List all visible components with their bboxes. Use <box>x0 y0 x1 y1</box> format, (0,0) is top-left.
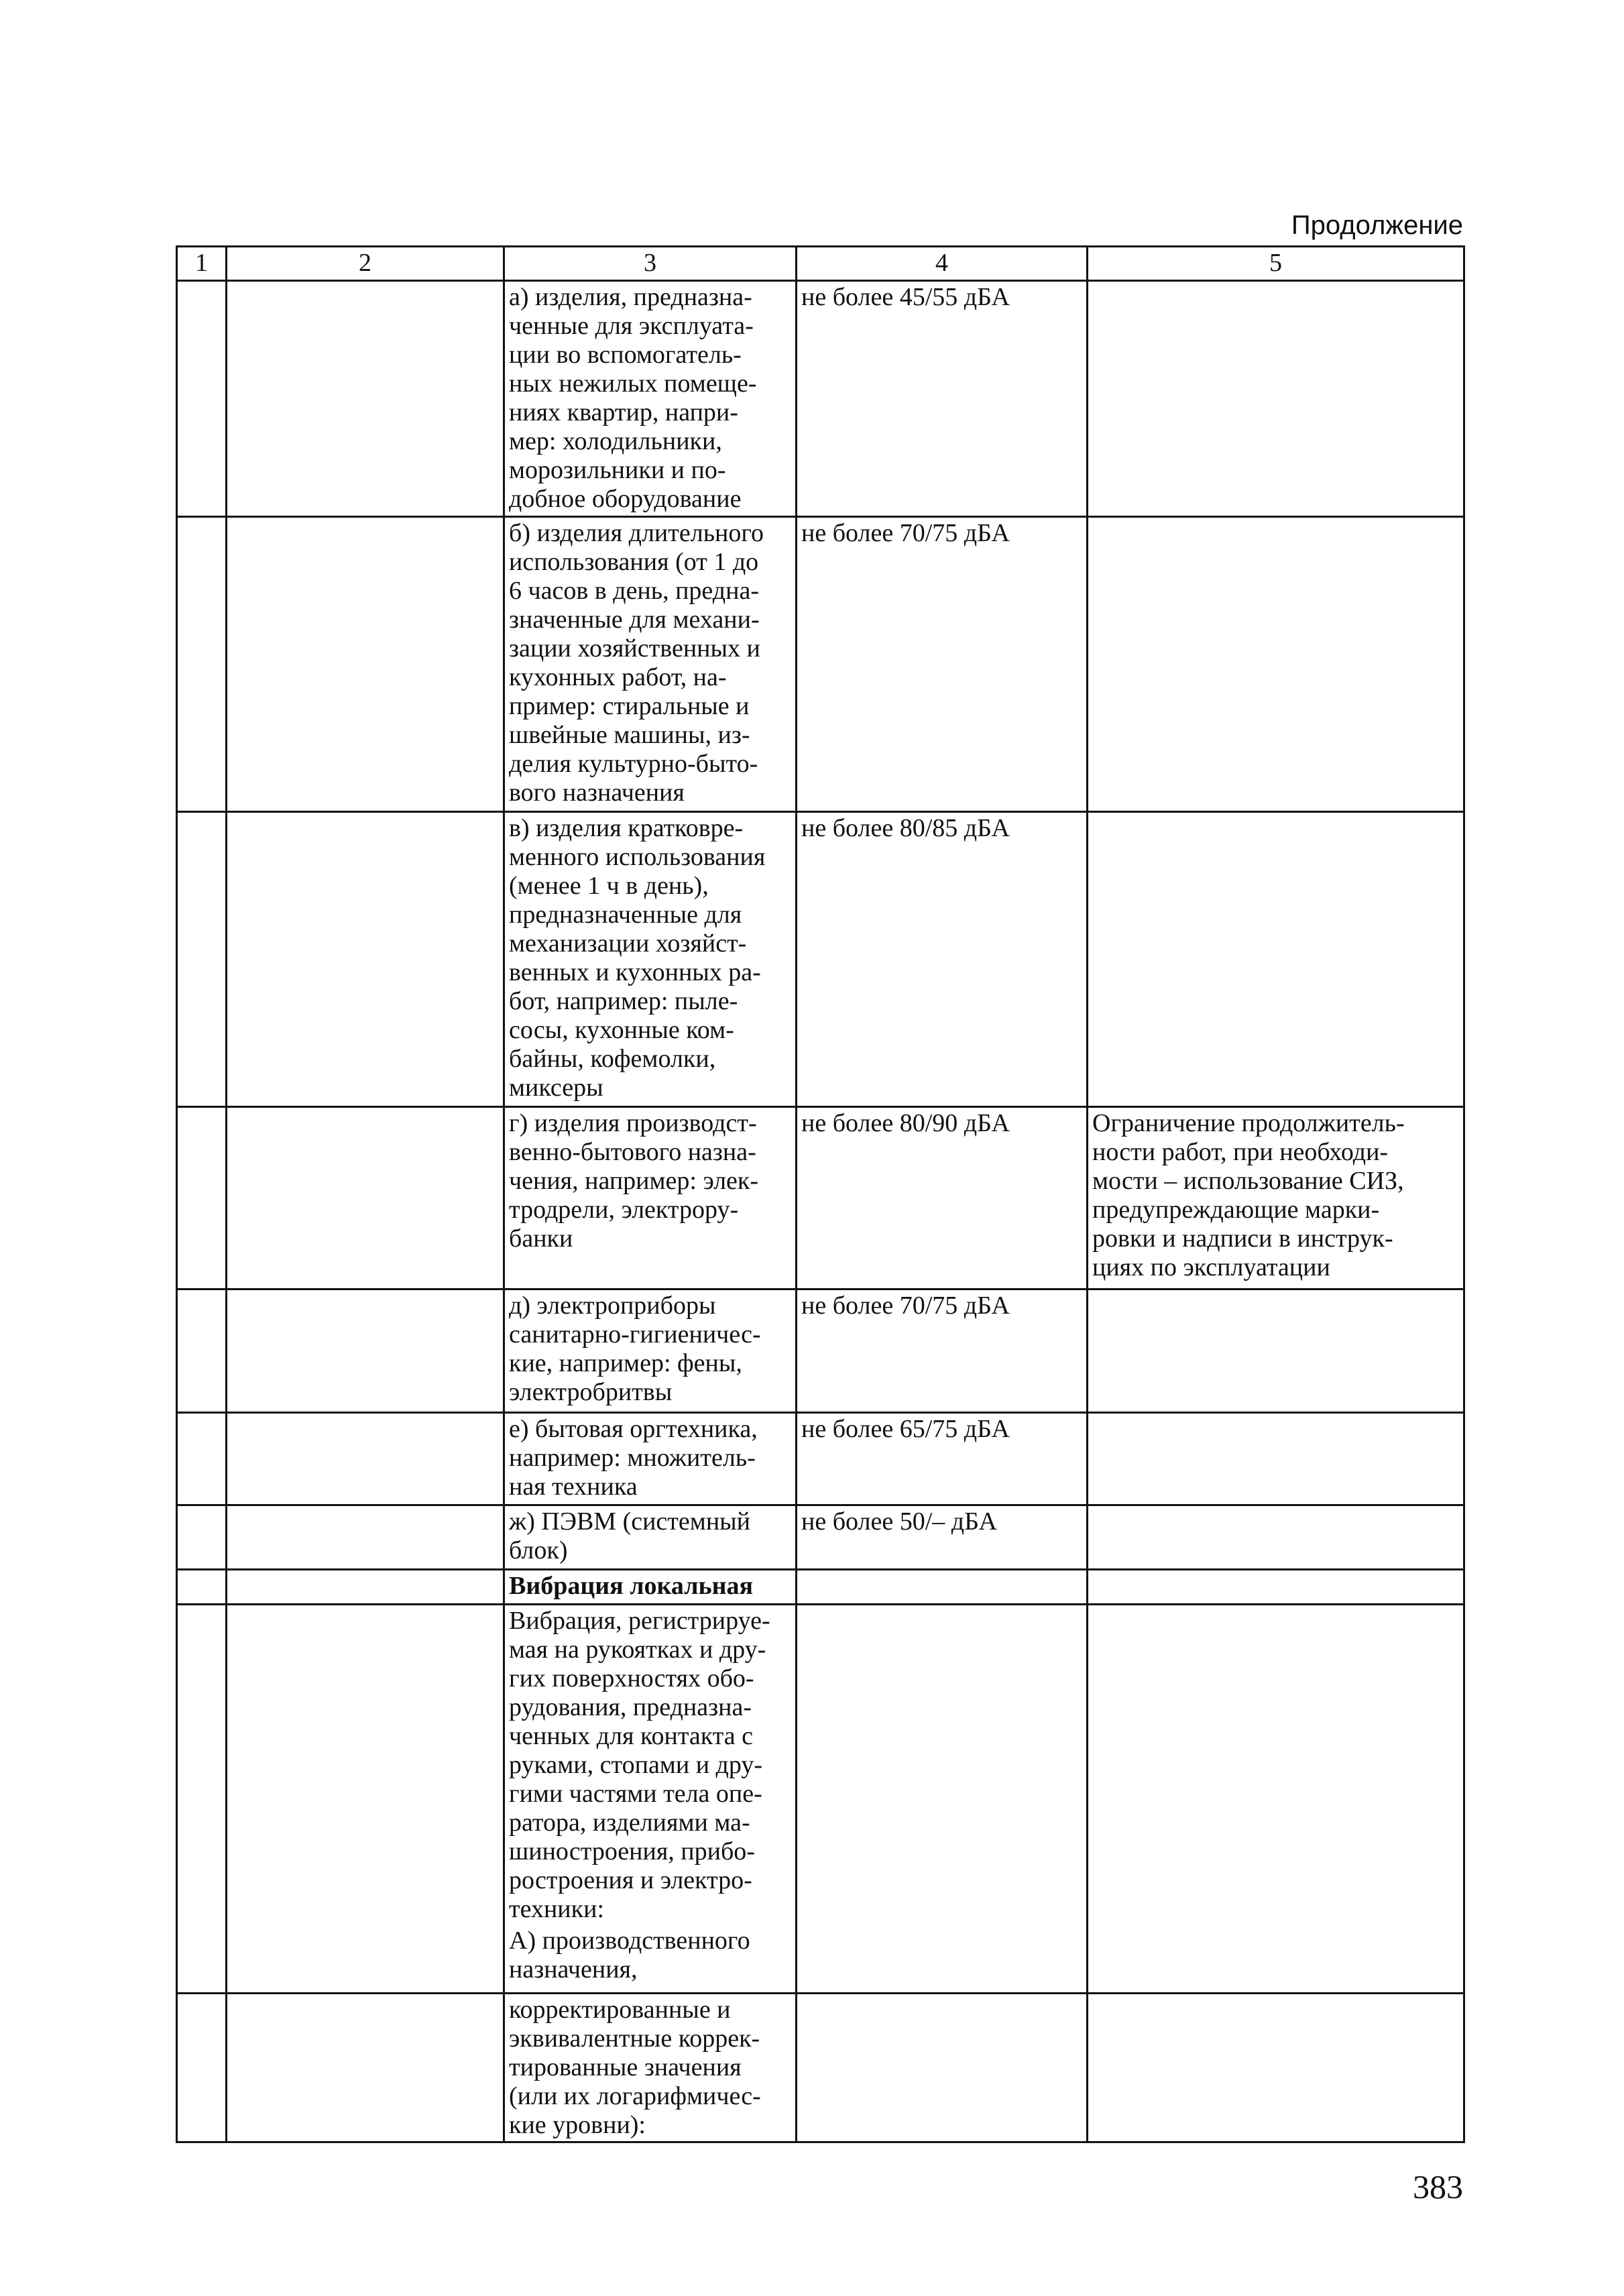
cell-notes <box>1088 1289 1464 1413</box>
product-description-text: г) изделия производст- венно-бытового назна- чения, например: элек- тродрели, электрору- банки <box>509 1109 759 1253</box>
cell-product-description <box>504 1289 797 1413</box>
cell-notes <box>1088 1994 1464 2142</box>
cell-noise-limit: не более 70/75 дБА <box>797 517 1088 812</box>
column-number-3: 3 <box>504 247 797 281</box>
cell-notes <box>1088 281 1464 517</box>
cell-col2 <box>227 1505 504 1570</box>
table-row-item-v <box>177 812 1464 1107</box>
product-description-text: б) изделия длительного использования (от 1 до 6 часов в день, предна- значенные для механи- зации хозяйственных и кухонных работ, на- пример: стиральные и швейные машины, из- делия культурно-быто- вого назначения <box>509 519 764 807</box>
cell-noise-limit: не более 50/– дБА <box>797 1505 1088 1570</box>
cell-product-description <box>504 1994 797 2142</box>
cell-noise-limit <box>797 1570 1088 1605</box>
cell-col2 <box>227 1413 504 1505</box>
cell-product-description <box>504 1107 797 1289</box>
cell-noise-limit: не более 80/85 дБА <box>797 812 1088 1107</box>
column-number-row <box>177 247 1464 281</box>
column-number-1: 1 <box>177 247 227 281</box>
product-description-text: ж) ПЭВМ (системный блок) <box>509 1507 751 1564</box>
cell-noise-limit: не более 80/90 дБА <box>797 1107 1088 1289</box>
cell-product-description <box>504 517 797 812</box>
cell-noise-limit: не более 45/55 дБА <box>797 281 1088 517</box>
cell-noise-limit: не более 65/75 дБА <box>797 1413 1088 1505</box>
cell-col1 <box>177 1994 227 2142</box>
cell-product-description <box>504 812 797 1107</box>
continuation-label: Продолжение <box>1291 211 1463 240</box>
table-row-vibration-description <box>177 1605 1464 1994</box>
cell-notes <box>1088 812 1464 1107</box>
cell-notes <box>1088 1605 1464 1994</box>
cell-product-description <box>504 1505 797 1570</box>
column-number-2: 2 <box>227 247 504 281</box>
product-description-text: д) электроприборы санитарно-гигиеничес- кие, например: фены, электробритвы <box>509 1292 761 1406</box>
cell-col2 <box>227 281 504 517</box>
cell-product-description <box>504 1605 797 1994</box>
cell-col2 <box>227 1994 504 2142</box>
cell-col2 <box>227 1570 504 1605</box>
table-row-item-b <box>177 517 1464 812</box>
page-number: 383 <box>1413 2168 1463 2205</box>
column-number-5: 5 <box>1088 247 1464 281</box>
section-heading-local-vibration: Вибрация локальная <box>504 1570 797 1605</box>
cell-col2 <box>227 1289 504 1413</box>
cell-col1 <box>177 812 227 1107</box>
cell-notes <box>1088 1413 1464 1505</box>
cell-noise-limit <box>797 1605 1088 1994</box>
table-row-section-heading <box>177 1570 1464 1605</box>
cell-col2 <box>227 517 504 812</box>
product-description-text: е) бытовая оргтехника, например: множитель- ная техника <box>509 1415 758 1501</box>
table-row-item-g <box>177 1107 1464 1289</box>
product-description-text: в) изделия кратковре- менного использования (менее 1 ч в день), предназначенные для механизации хозяйст- венных и кухонных ра- бот, например: пыле- сосы, кухонные ком- байны, кофемолки, миксеры <box>509 814 766 1102</box>
cell-col1 <box>177 1289 227 1413</box>
cell-notes: Ограничение продолжитель- ности работ, при необходи- мости – использование СИЗ, предупреждающие марки- ровки и надписи в инструк- циях по эксплуатации <box>1088 1107 1464 1289</box>
cell-col1 <box>177 1570 227 1605</box>
cell-noise-limit: не более 70/75 дБА <box>797 1289 1088 1413</box>
table-row-item-d <box>177 1289 1464 1413</box>
cell-product-description <box>504 1413 797 1505</box>
column-number-4: 4 <box>797 247 1088 281</box>
vibration-description-text: Вибрация, регистрируе- мая на рукоятках и дру- гих поверхностях обо- рудования, предназна- ченных для контакта с руками, стопами и дру- гими частями тела опе- ратора, изделиями ма- шиностроения, прибо- ростроения и электро- техники: <box>509 1607 770 1923</box>
cell-col1 <box>177 1413 227 1505</box>
table-row-corrected-values <box>177 1994 1464 2142</box>
cell-col2 <box>227 812 504 1107</box>
cell-noise-limit <box>797 1994 1088 2142</box>
table-row-item-a <box>177 281 1464 517</box>
vibration-subitem-a-text: А) производственного назначения, <box>509 1927 750 1984</box>
cell-product-description <box>504 281 797 517</box>
cell-col2 <box>227 1107 504 1289</box>
cell-col1 <box>177 1505 227 1570</box>
cell-notes <box>1088 517 1464 812</box>
product-description-text: корректированные и эквивалентные коррек- тированные значения (или их логарифмичес- кие уровни): <box>509 1996 761 2139</box>
cell-notes <box>1088 1570 1464 1605</box>
cell-col1 <box>177 1107 227 1289</box>
table-row-item-zh <box>177 1505 1464 1570</box>
product-description-text: а) изделия, предназна- ченные для эксплуата- ции во вспомогатель- ных нежилых помеще- ниях квартир, напри- мер: холодильники, морозильники и по- добное оборудование <box>509 283 757 513</box>
cell-col1 <box>177 281 227 517</box>
requirements-table <box>176 245 1465 2143</box>
table-row-item-e <box>177 1413 1464 1505</box>
cell-col2 <box>227 1605 504 1994</box>
cell-col1 <box>177 517 227 812</box>
cell-col1 <box>177 1605 227 1994</box>
cell-notes <box>1088 1505 1464 1570</box>
